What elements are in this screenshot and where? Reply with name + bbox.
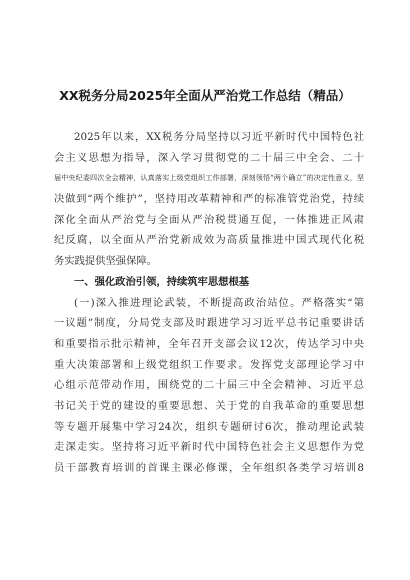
document-body bbox=[54, 127, 364, 479]
paragraph-line: 决做到“两个维护”，坚持用改革精神和严的标准管党治党，持续 bbox=[54, 193, 364, 206]
paragraph-line: 和重要指示批示精神，全年召开支部会议12次，传达学习中央 bbox=[54, 337, 364, 350]
paragraph-line: 2025年以来，XX税务分局坚持以习近平新时代中国特色社 bbox=[74, 131, 364, 143]
paragraph-line: 等专题开展集中学习24次，组织专题研讨6次，推动理论武装 bbox=[54, 420, 364, 433]
paragraph-line: 员干部教育培训的首课主课必修课，全年组织各类学习培训8 bbox=[54, 462, 364, 474]
paragraph-line: 走深走实。坚持将习近平新时代中国特色社会主义思想作为党 bbox=[54, 441, 364, 454]
paragraph-line: 届中央纪委四次全会精神，认真落实上级党组织工作部署，深刻领悟“两个确立”的决定性意义，坚 bbox=[54, 173, 364, 183]
paragraph-line: 书记关于党的建设的重要思想、关于党的自我革命的重要思想 bbox=[54, 399, 364, 412]
paragraph-line: 重大决策部署和上级党组织工作要求。发挥党支部理论学习中 bbox=[54, 358, 364, 371]
section-heading: 一、强化政治引领，持续筑牢思想根基 bbox=[74, 275, 250, 288]
paragraph-line: 心组示范带动作用，围绕党的二十届三中全会精神、习近平总 bbox=[54, 379, 364, 392]
paragraph-line: 纪反腐，以全面从严治党新成效为高质量推进中国式现代化税 bbox=[54, 234, 364, 247]
document-title: XX税务分局2025年全面从严治党工作总结（精品） bbox=[59, 88, 351, 103]
paragraph-line: 会主义思想为指导，深入学习贯彻党的二十届三中全会、二十 bbox=[54, 151, 364, 164]
paragraph-line: 深化全面从严治党与全面从严治税贯通互促，一体推进正风肃 bbox=[54, 213, 364, 226]
paragraph-line: (一)深入推进理论武装，不断提高政治站位。严格落实“第 bbox=[74, 296, 364, 309]
paragraph-line: 务实践提供坚强保障。 bbox=[54, 255, 157, 268]
paragraph-line: 一议题”制度，分局党支部及时跟进学习习近平总书记重要讲话 bbox=[54, 317, 364, 330]
